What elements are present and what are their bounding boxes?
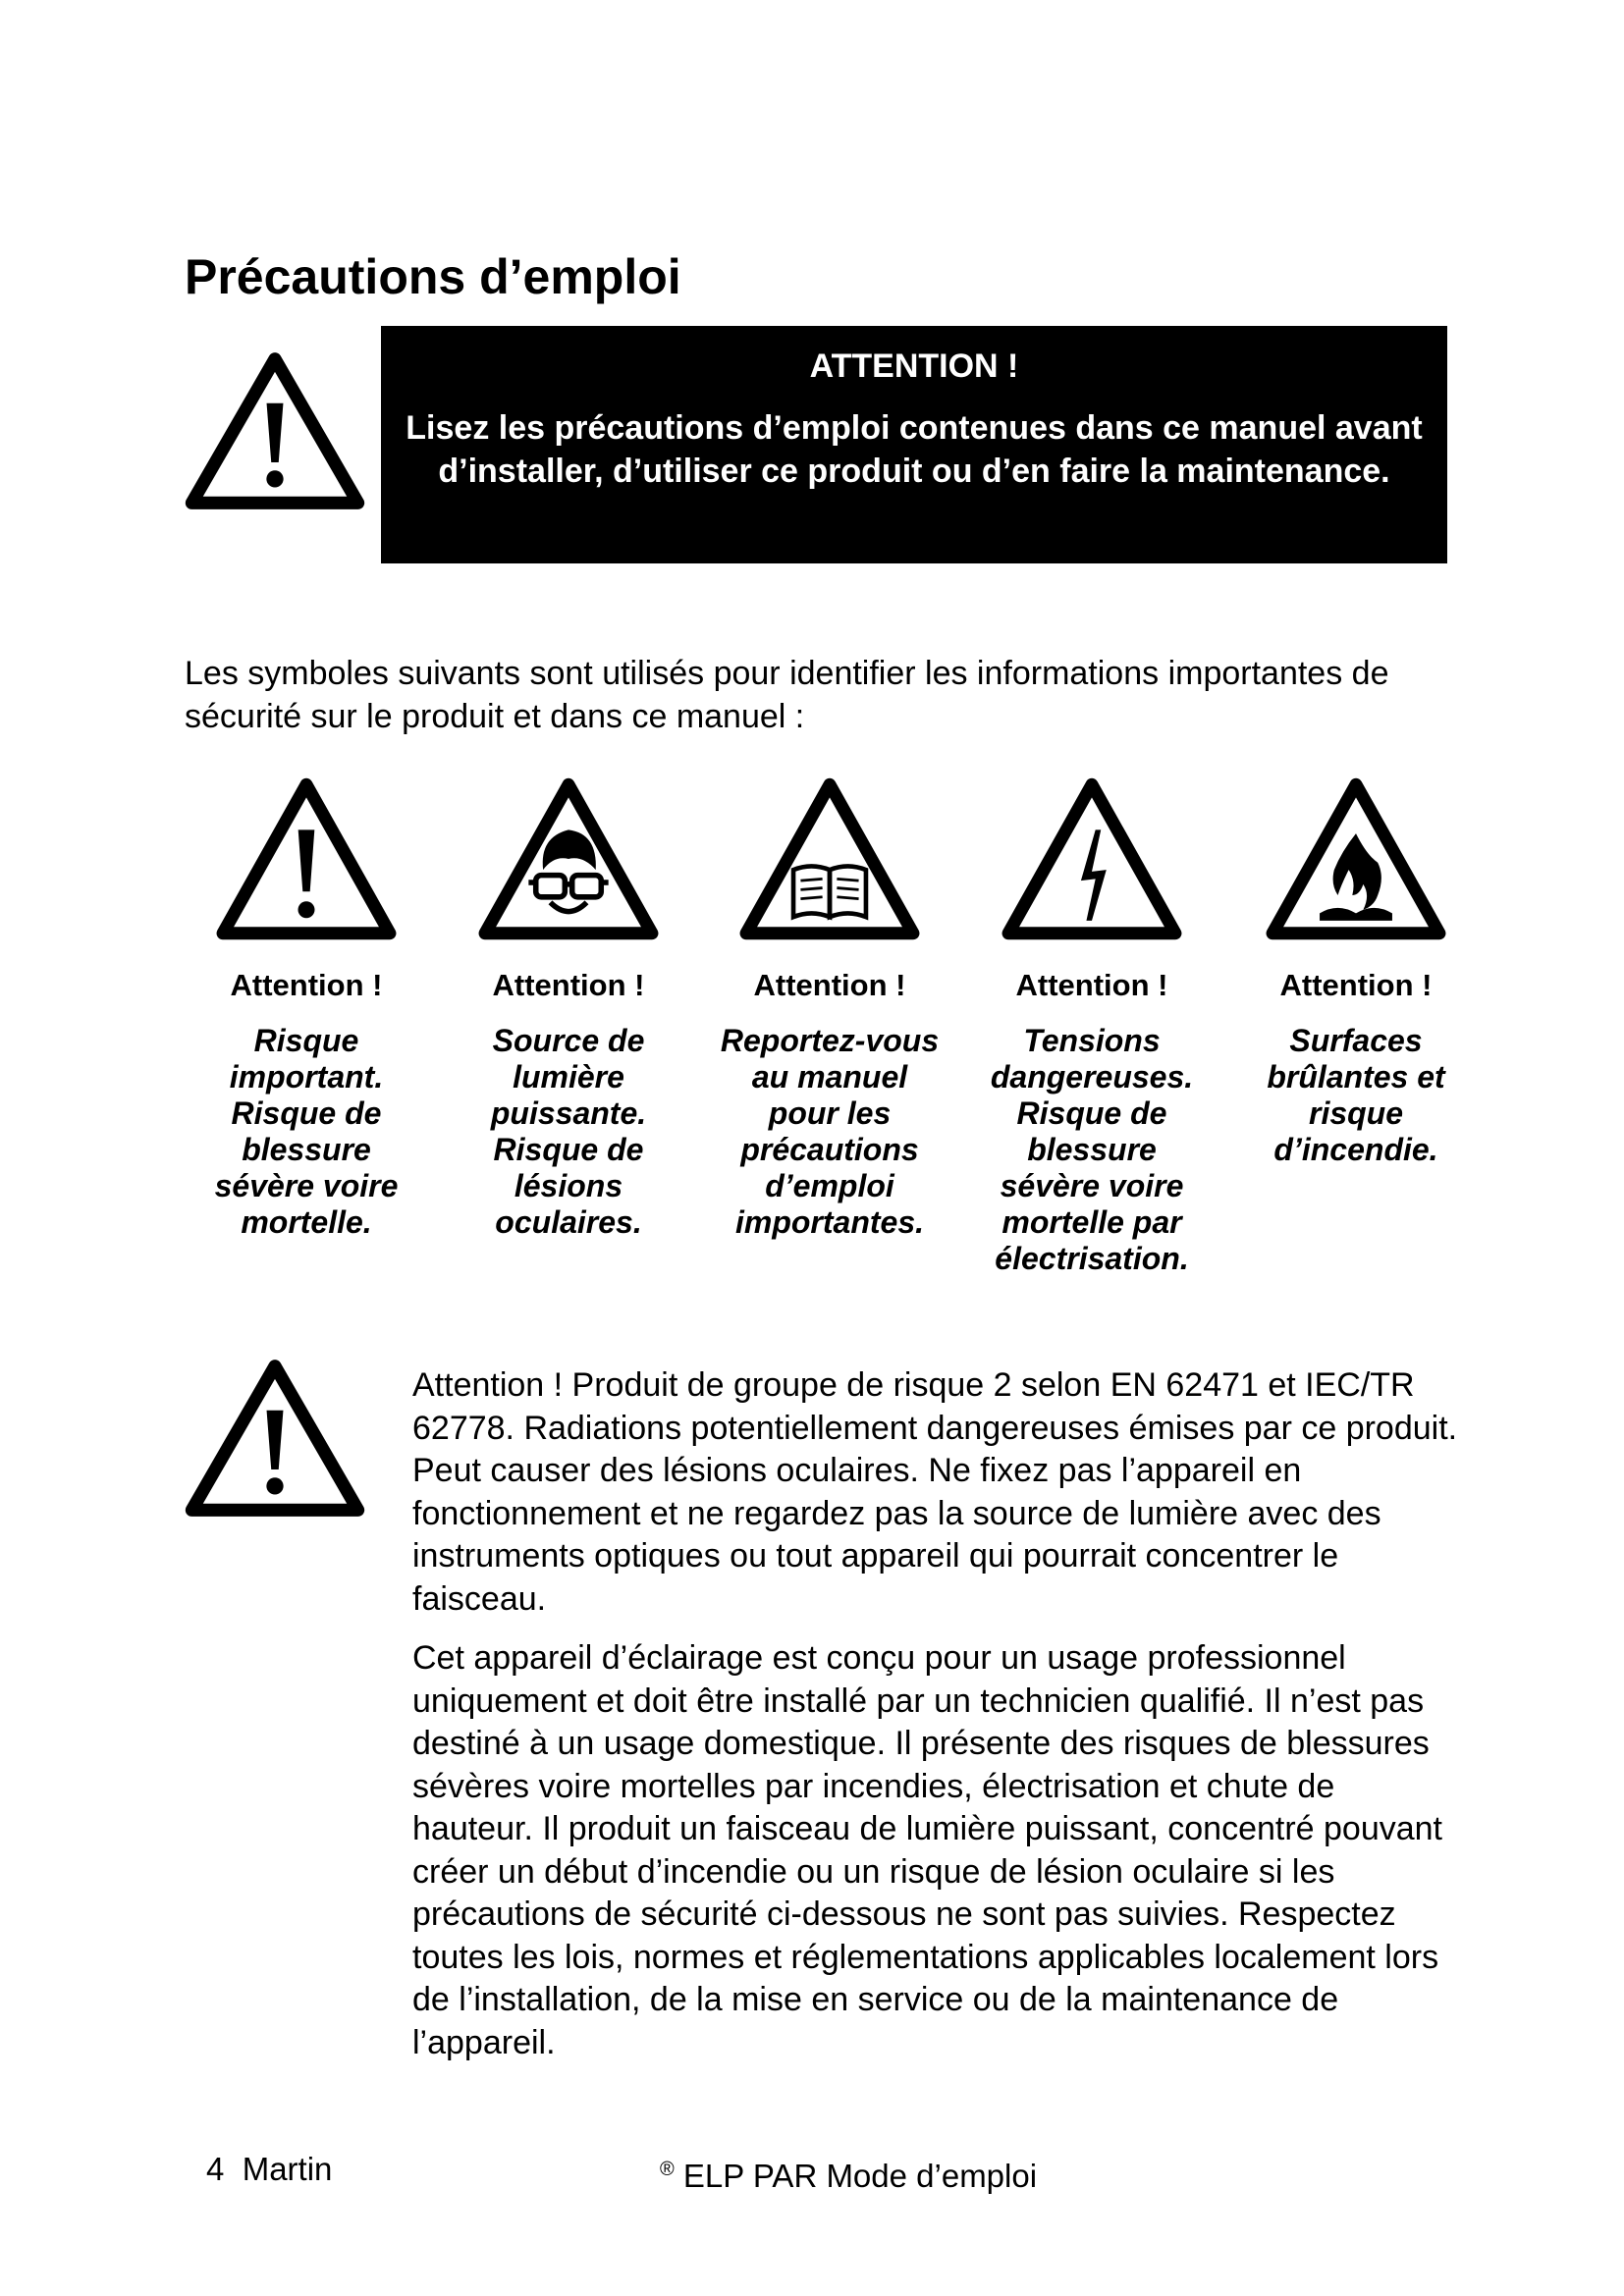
- symbol-label: Attention !: [753, 968, 906, 1002]
- exclamation-warning-icon: [183, 1355, 367, 1522]
- read-manual-warning-icon: [738, 775, 921, 942]
- attention-body: Lisez les précautions d’emploi contenues dans ce manuel avant d’installer, d’utiliser ce produit ou d’en faire la maintenance.: [406, 409, 1423, 490]
- footer-left: [206, 2150, 332, 2189]
- symbol-eye: [436, 775, 701, 1241]
- footer-doc-title: [660, 2150, 1037, 2196]
- symbol-risk: [174, 775, 439, 1241]
- fire-hot-surface-warning-icon: [1265, 775, 1447, 942]
- symbol-description: Surfaces brûlantes et risque d’incendie.: [1267, 1023, 1445, 1167]
- page-number: 4: [206, 2151, 225, 2187]
- electric-shock-warning-icon: [1001, 775, 1183, 942]
- symbol-fire: [1223, 775, 1489, 1168]
- footer-title: ELP PAR Mode d’emploi: [682, 2158, 1038, 2194]
- symbol-description: Risque important. Risque de blessure sévère voire mortelle.: [214, 1023, 399, 1240]
- exclamation-warning-icon: [215, 775, 398, 942]
- eye-protection-warning-icon: [477, 775, 660, 942]
- attention-box: [381, 326, 1447, 563]
- registered-mark: ®: [660, 2159, 675, 2180]
- intro-text: Les symboles suivants sont utilisés pour identifier les informations importantes de sécurité sur le produit et dans ce manuel :: [185, 655, 1389, 735]
- symbol-electric: [959, 775, 1224, 1277]
- symbol-description: Reportez-vous au manuel pour les précautions d’emploi importantes.: [720, 1023, 940, 1240]
- symbol-label: Attention !: [492, 968, 645, 1002]
- symbol-label: Attention !: [1279, 968, 1433, 1002]
- symbol-description: Source de lumière puissante. Risque de lésions oculaires.: [490, 1023, 647, 1240]
- footer-brand: Martin: [242, 2151, 333, 2187]
- professional-use-paragraph: Cet appareil d’éclairage est conçu pour un usage professionnel uniquement et doit être installé par un technicien qualifié. Il n’est pas destiné à un usage domestique. Il présente des risques de blessures sévères voire mortelles par incendies, électrisation et chute de hauteur. Il produit un faisceau de lumière puissant, concentré pouvant créer un début d’incendie ou un risque de lésion oculaire si les précautions de sécurité ci-dessous ne sont pas suivies. Respectez toutes les lois, normes et réglementations applicables localement lors de l’installation, de la mise en service ou de la maintenance de l’appareil.: [412, 1639, 1443, 2061]
- page-title: Précautions d’emploi: [185, 249, 681, 304]
- risk-group-paragraph: Attention ! Produit de groupe de risque 2 selon EN 62471 et IEC/TR 62778. Radiations potentiellement dangereuses émises par ce produit. Peut causer des lésions oculaires. Ne fixez pas l’appareil en fonctionnement et ne regardez pas la source de lumière avec des instruments optiques ou tout appareil qui pourrait concentrer le faisceau.: [412, 1366, 1458, 1618]
- symbol-label: Attention !: [1015, 968, 1168, 1002]
- symbol-manual: [697, 775, 962, 1241]
- symbol-description: Tensions dangereuses. Risque de blessure sévère voire mortelle par électrisation.: [990, 1023, 1194, 1276]
- attention-heading: ATTENTION !: [809, 347, 1019, 385]
- symbol-label: Attention !: [230, 968, 383, 1002]
- exclamation-warning-icon: [183, 347, 367, 514]
